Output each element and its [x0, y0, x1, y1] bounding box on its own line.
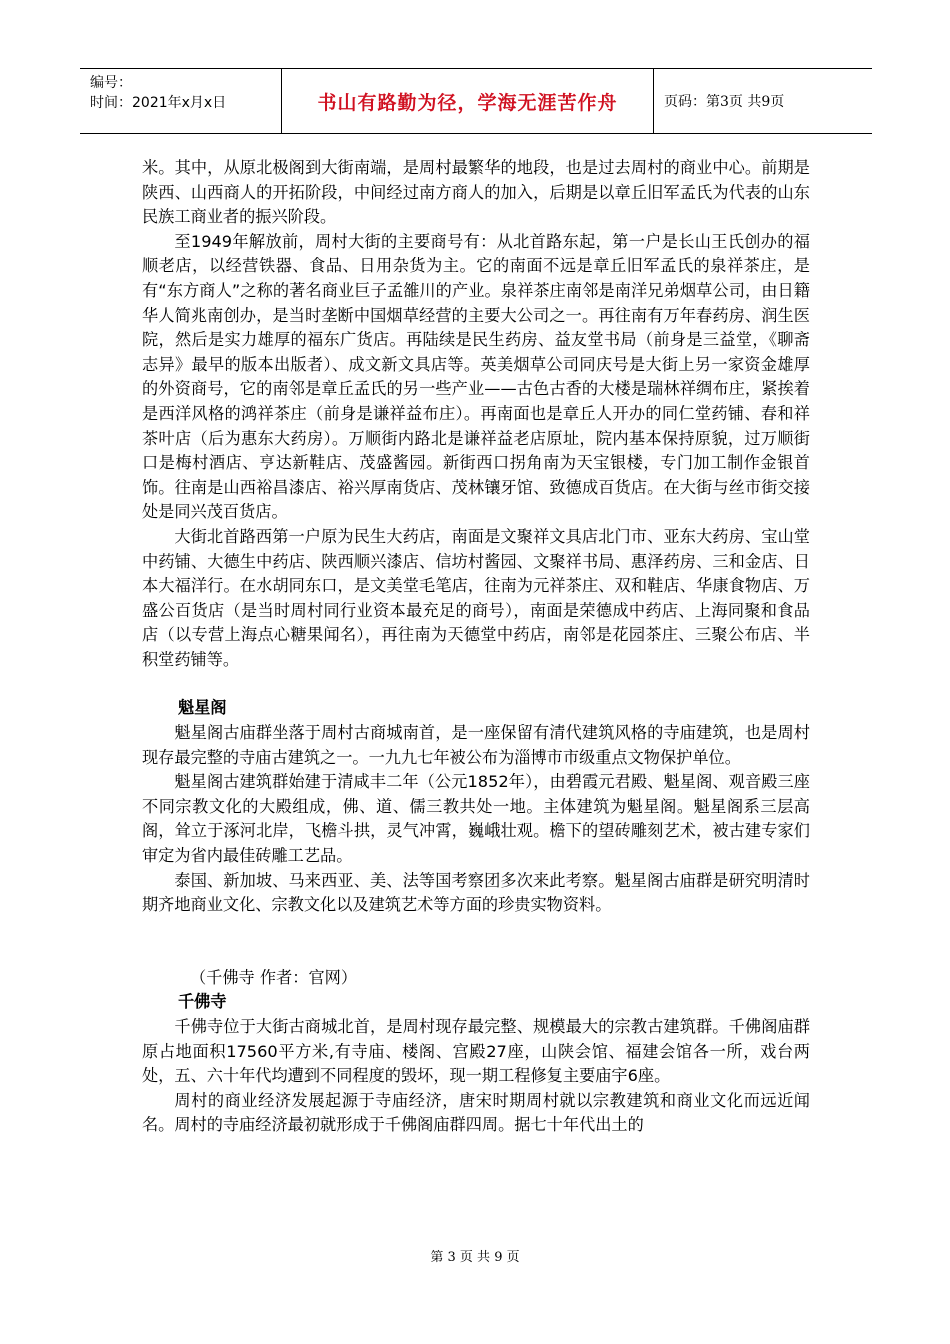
header-meta: [80, 69, 281, 133]
doc-date-label: 时间：2021年x月x日: [90, 95, 227, 111]
paragraph: 千佛寺位于大街古商城北首，是周村现存最完整、规模最大的宗教古建筑群。千佛阁庙群原占地面积17560平方米,有寺庙、楼阁、宫殿27座，山陕会馆、福建会馆各一所，戏台两处，五、六十年代均遭到不同程度的毁坏，现一期工程修复主要庙宇6座。: [142, 1017, 810, 1086]
spacer: [142, 672, 810, 696]
paragraph: 魁星阁古庙群坐落于周村古商城南首，是一座保留有清代建筑风格的寺庙建筑，也是周村现存最完整的寺庙古建筑之一。一九九七年被公布为淄博市市级重点文物保护单位。: [142, 723, 810, 767]
section-heading-kuixing: 魁星阁: [178, 698, 227, 718]
page-header: [80, 68, 872, 134]
header-motto: 书山有路勤为径，学海无涯苦作舟: [281, 69, 654, 133]
paragraph: 米。其中，从原北极阁到大街南端，是周村最繁华的地段，也是过去周村的商业中心。前期是陕西、山西商人的开拓阶段，中间经过南方商人的加入，后期是以章丘旧军孟氏为代表的山东民族工商业者的振兴阶段。: [142, 158, 810, 227]
paragraph: 泰国、新加坡、马来西亚、美、法等国考察团多次来此考察。魁星阁古庙群是研究明清时期齐地商业文化、宗教文化以及建筑艺术等方面的珍贵实物资料。: [142, 870, 810, 915]
paragraph: 魁星阁古建筑群始建于清咸丰二年（公元1852年），由碧霞元君殿、魁星阁、观音殿三座不同宗教文化的大殿组成，佛、道、儒三教共处一地。主体建筑为魁星阁。魁星阁系三层高阁，耸立于涿河北岸，飞檐斗拱，灵气冲霄，巍峨壮观。檐下的望砖雕刻艺术，被古建专家们审定为省内最佳砖雕工艺品。: [142, 772, 810, 866]
image-caption: （千佛寺 作者：官网）: [190, 967, 358, 987]
document-body: [142, 156, 810, 1138]
doc-number-label: 编号：: [90, 75, 132, 91]
paragraph: 至1949年解放前，周村大街的主要商号有：从北首路东起，第一户是长山王氏创办的福顺老店，以经营铁器、食品、日用杂货为主。它的南面不远是章丘旧军孟氏的泉祥茶庄，是有“东方商人”之称的著名商业巨子孟雒川的产业。泉祥茶庄南邻是南洋兄弟烟草公司，由日籍华人简兆南创办，是当时垄断中国烟草经营的主要大公司之一。再往南有万年春药房、润生医院，然后是实力雄厚的福东广货店。再陆续是民生药房、益友堂书局（前身是三益堂，《聊斋志异》最早的版本出版者）、成文新文具店等。英美烟草公司同庆号是大街上另一家资金雄厚的外资商号，它的南邻是章丘孟氏的另一些产业——古色古香的大楼是瑞林祥绸布庄，紧挨着是西洋风格的鸿祥茶庄（前身是谦祥益布庄）。再南面也是章丘人开办的同仁堂药铺、春和祥茶叶店（后为惠东大药房）。万顺街内路北是谦祥益老店原址，院内基本保持原貌，过万顺街口是梅村酒店、亨达新鞋店、茂盛酱园。新街西口拐角南为天宝银楼，专门加工制作金银首饰。往南是山西裕昌漆店、裕兴厚南货店、茂林镶牙馆、致德成百货店。在大街与丝市街交接处是同兴茂百货店。: [142, 231, 810, 522]
paragraph: 大街北首路西第一户原为民生大药店，南面是文聚祥文具店北门市、亚东大药房、宝山堂中药铺、大德生中药店、陕西顺兴漆店、信坊村酱园、文聚祥书局、惠泽药房、三和金店、日本大福洋行。在水胡同东口，是文美堂毛笔店，往南为元祥茶庄、双和鞋店、华康食物店、万盛公百货店（是当时周村同行业资本最充足的商号），南面是荣德成中药店、上海同聚和食品店（以专营上海点心糖果闻名），再往南为天德堂中药店，南邻是花园茶庄、三聚公布店、半积堂药铺等。: [142, 526, 810, 669]
paragraph: 周村的商业经济发展起源于寺庙经济，唐宋时期周村就以宗教建筑和商业文化而远近闻名。周村的寺庙经济最初就形成于千佛阁庙群四周。据七十年代出土的: [142, 1090, 810, 1135]
spacer: [142, 918, 810, 966]
section-heading-qianfo: 千佛寺: [178, 992, 227, 1012]
page-footer: 第 3 页 共 9 页: [430, 1250, 520, 1265]
header-page-info: 页码：第3页 共9页: [664, 94, 785, 110]
